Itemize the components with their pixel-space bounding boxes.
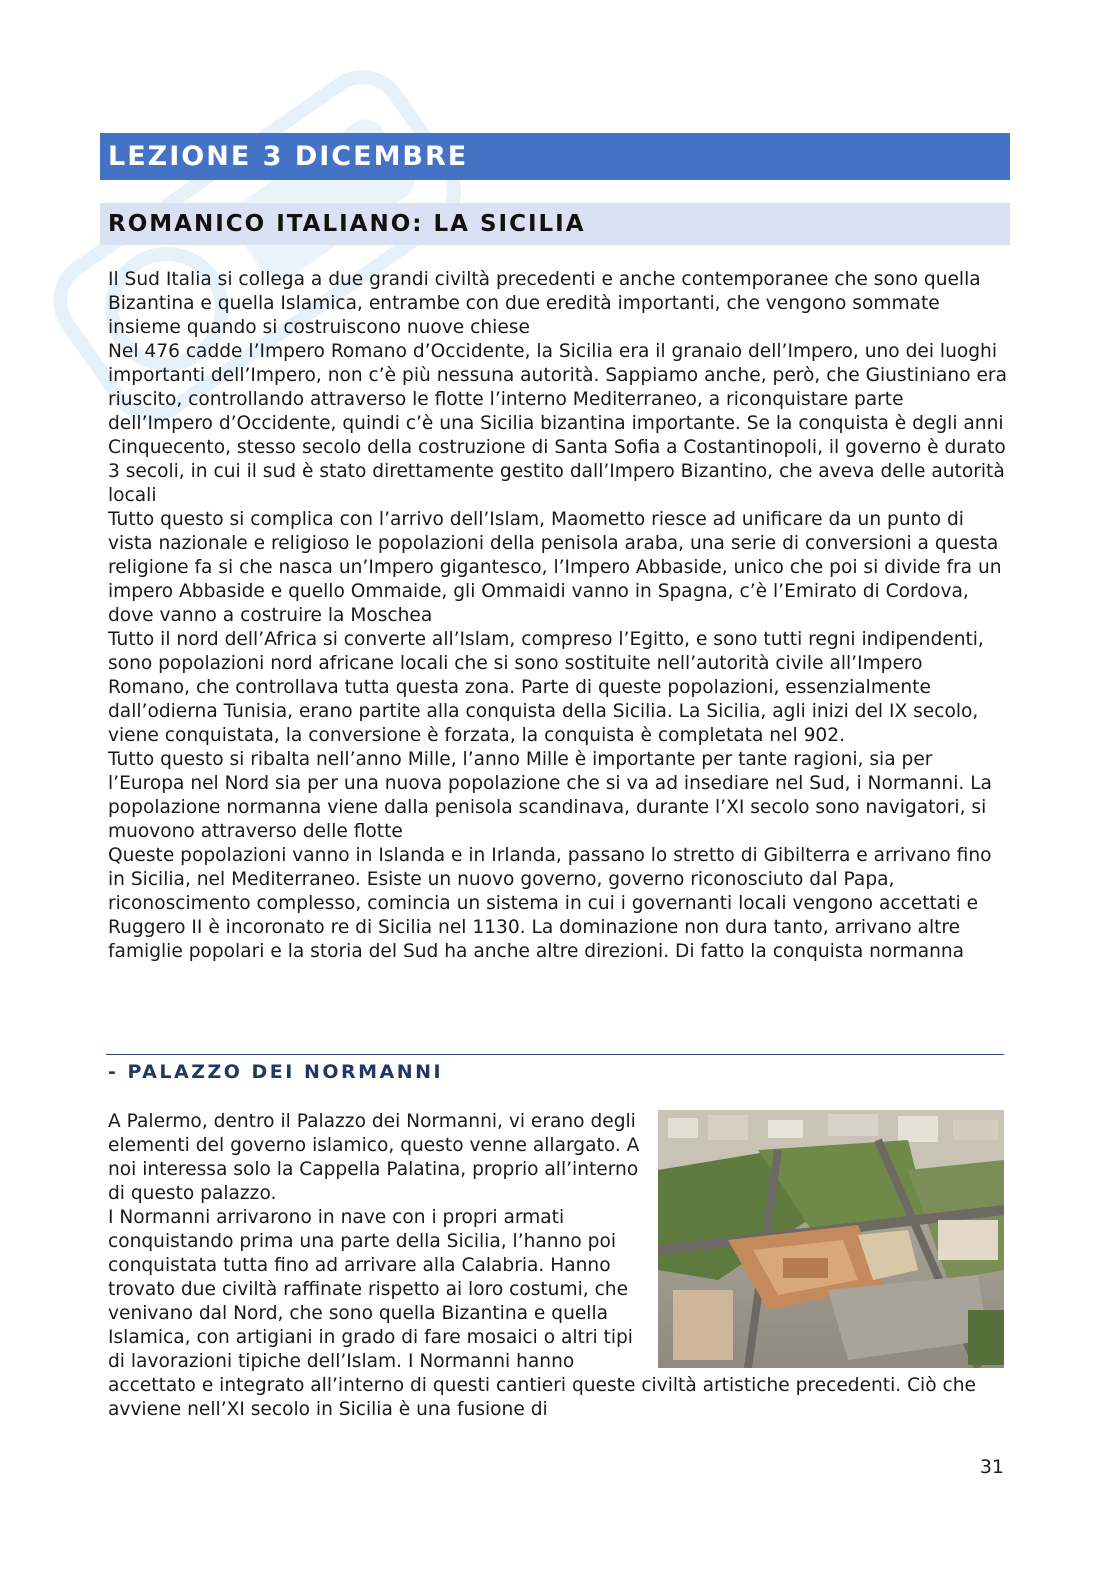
paragraph: Tutto questo si ribalta nell’anno Mille, l’anno Mille è importante per tante ragioni, sia per l’Europa nel Nord sia per una nuova popolazione che si va ad insediare nel Sud, i Normanni. La popolazione normanna viene dalla penisola scandinava, durante l’XI secolo sono navigatori, si muovono attraverso delle flotte <box>108 749 992 842</box>
paragraph: I Normanni arrivarono in nave con i propri armati conquistando prima una parte della Sicilia, l’hanno poi conquistata tutta fino ad arrivare alla Calabria. Hanno trovato due civiltà raffinate rispetto ai loro costumi, che venivano dal Nord, che sono quella Bizantina e quella Islamica, con artigiani in grado di fare mosaici o altri tipi di lavorazioni tipiche dell’Islam. I Normanni hanno accettato e integrato all’interno di questi cantieri queste civiltà artistiche precedenti. Ciò che avviene nell’XI secolo in Sicilia è una fusione di <box>108 1207 976 1420</box>
heading-section: ROMANICO ITALIANO: LA SICILIA <box>100 203 1010 245</box>
palazzo-section <box>108 1110 1008 1422</box>
paragraph: Tutto questo si complica con l’arrivo dell’Islam, Maometto riesce ad unificare da un punto di vista nazionale e religioso le popolazioni della penisola araba, una serie di conversioni a questa religione fa si che nasca un’Impero gigantesco, l’Impero Abbaside, unico che poi si divide fra un impero Abbaside e quello Ommaide, gli Ommaidi vanno in Spagna, c’è l’Emirato di Cordova, dove vanno a costruire la Moschea <box>108 509 1002 626</box>
heading-lesson: LEZIONE 3 DICEMBRE <box>100 133 1010 180</box>
paragraph: Nel 476 cadde l’Impero Romano d’Occidente, la Sicilia era il granaio dell’Impero, uno dei luoghi importanti dell’Impero, non c’è più nessuna autorità. Sappiamo anche, però, che Giustiniano era riuscito, controllando attraverso le flotte l’interno Mediterraneo, a riconquistare parte dell’Impero d’Occidente, quindi c’è una Sicilia bizantina importante. Se la conquista è degli anni Cinquecento, stesso secolo della costruzione di Santa Sofia a Costantinopoli, il governo è durato 3 secoli, in cui il sud è stato direttamente gestito dall’Impero Bizantino, che aveva delle autorità locali <box>108 341 1007 506</box>
body-text <box>108 268 1008 964</box>
paragraph: Queste popolazioni vanno in Islanda e in Irlanda, passano lo stretto di Gibilterra e arrivano fino in Sicilia, nel Mediterraneo. Esiste un nuovo governo, governo riconosciuto dal Papa, riconoscimento complesso, comincia un sistema in cui i governanti locali vengono accettati e Ruggero II è incoronato re di Sicilia nel 1130. La dominazione non dura tanto, arrivano altre famiglie popolari e la storia del Sud ha anche altre direzioni. Di fatto la conquista normanna <box>108 845 992 962</box>
paragraph: Tutto il nord dell’Africa si converte all’Islam, compreso l’Egitto, e sono tutti regni indipendenti, sono popolazioni nord africane locali che si sono sostituite nell’autorità civile all’Impero Romano, che controllava tutta questa zona. Parte di queste popolazioni, essenzialmente dall’odierna Tunisia, erano partite alla conquista della Sicilia. La Sicilia, agli inizi del IX secolo, viene conquistata, la conversione è forzata, la conquista è completata nel 902. <box>108 629 984 746</box>
subheading-palazzo: - PALAZZO DEI NORMANNI <box>108 1061 444 1083</box>
subheading-rule <box>106 1054 1004 1055</box>
paragraph: Il Sud Italia si collega a due grandi civiltà precedenti e anche contemporanee che sono quella Bizantina e quella Islamica, entrambe con due eredità importanti, che vengono sommate insieme quando si costruiscono nuove chiese <box>108 269 981 338</box>
aerial-photo-palazzo <box>658 1110 1004 1368</box>
paragraph: A Palermo, dentro il Palazzo dei Normanni, vi erano degli elementi del governo islamico, questo venne allargato. A noi interessa solo la Cappella Palatina, proprio all’interno di questo palazzo. <box>108 1111 640 1204</box>
page-number: 31 <box>979 1456 1004 1478</box>
